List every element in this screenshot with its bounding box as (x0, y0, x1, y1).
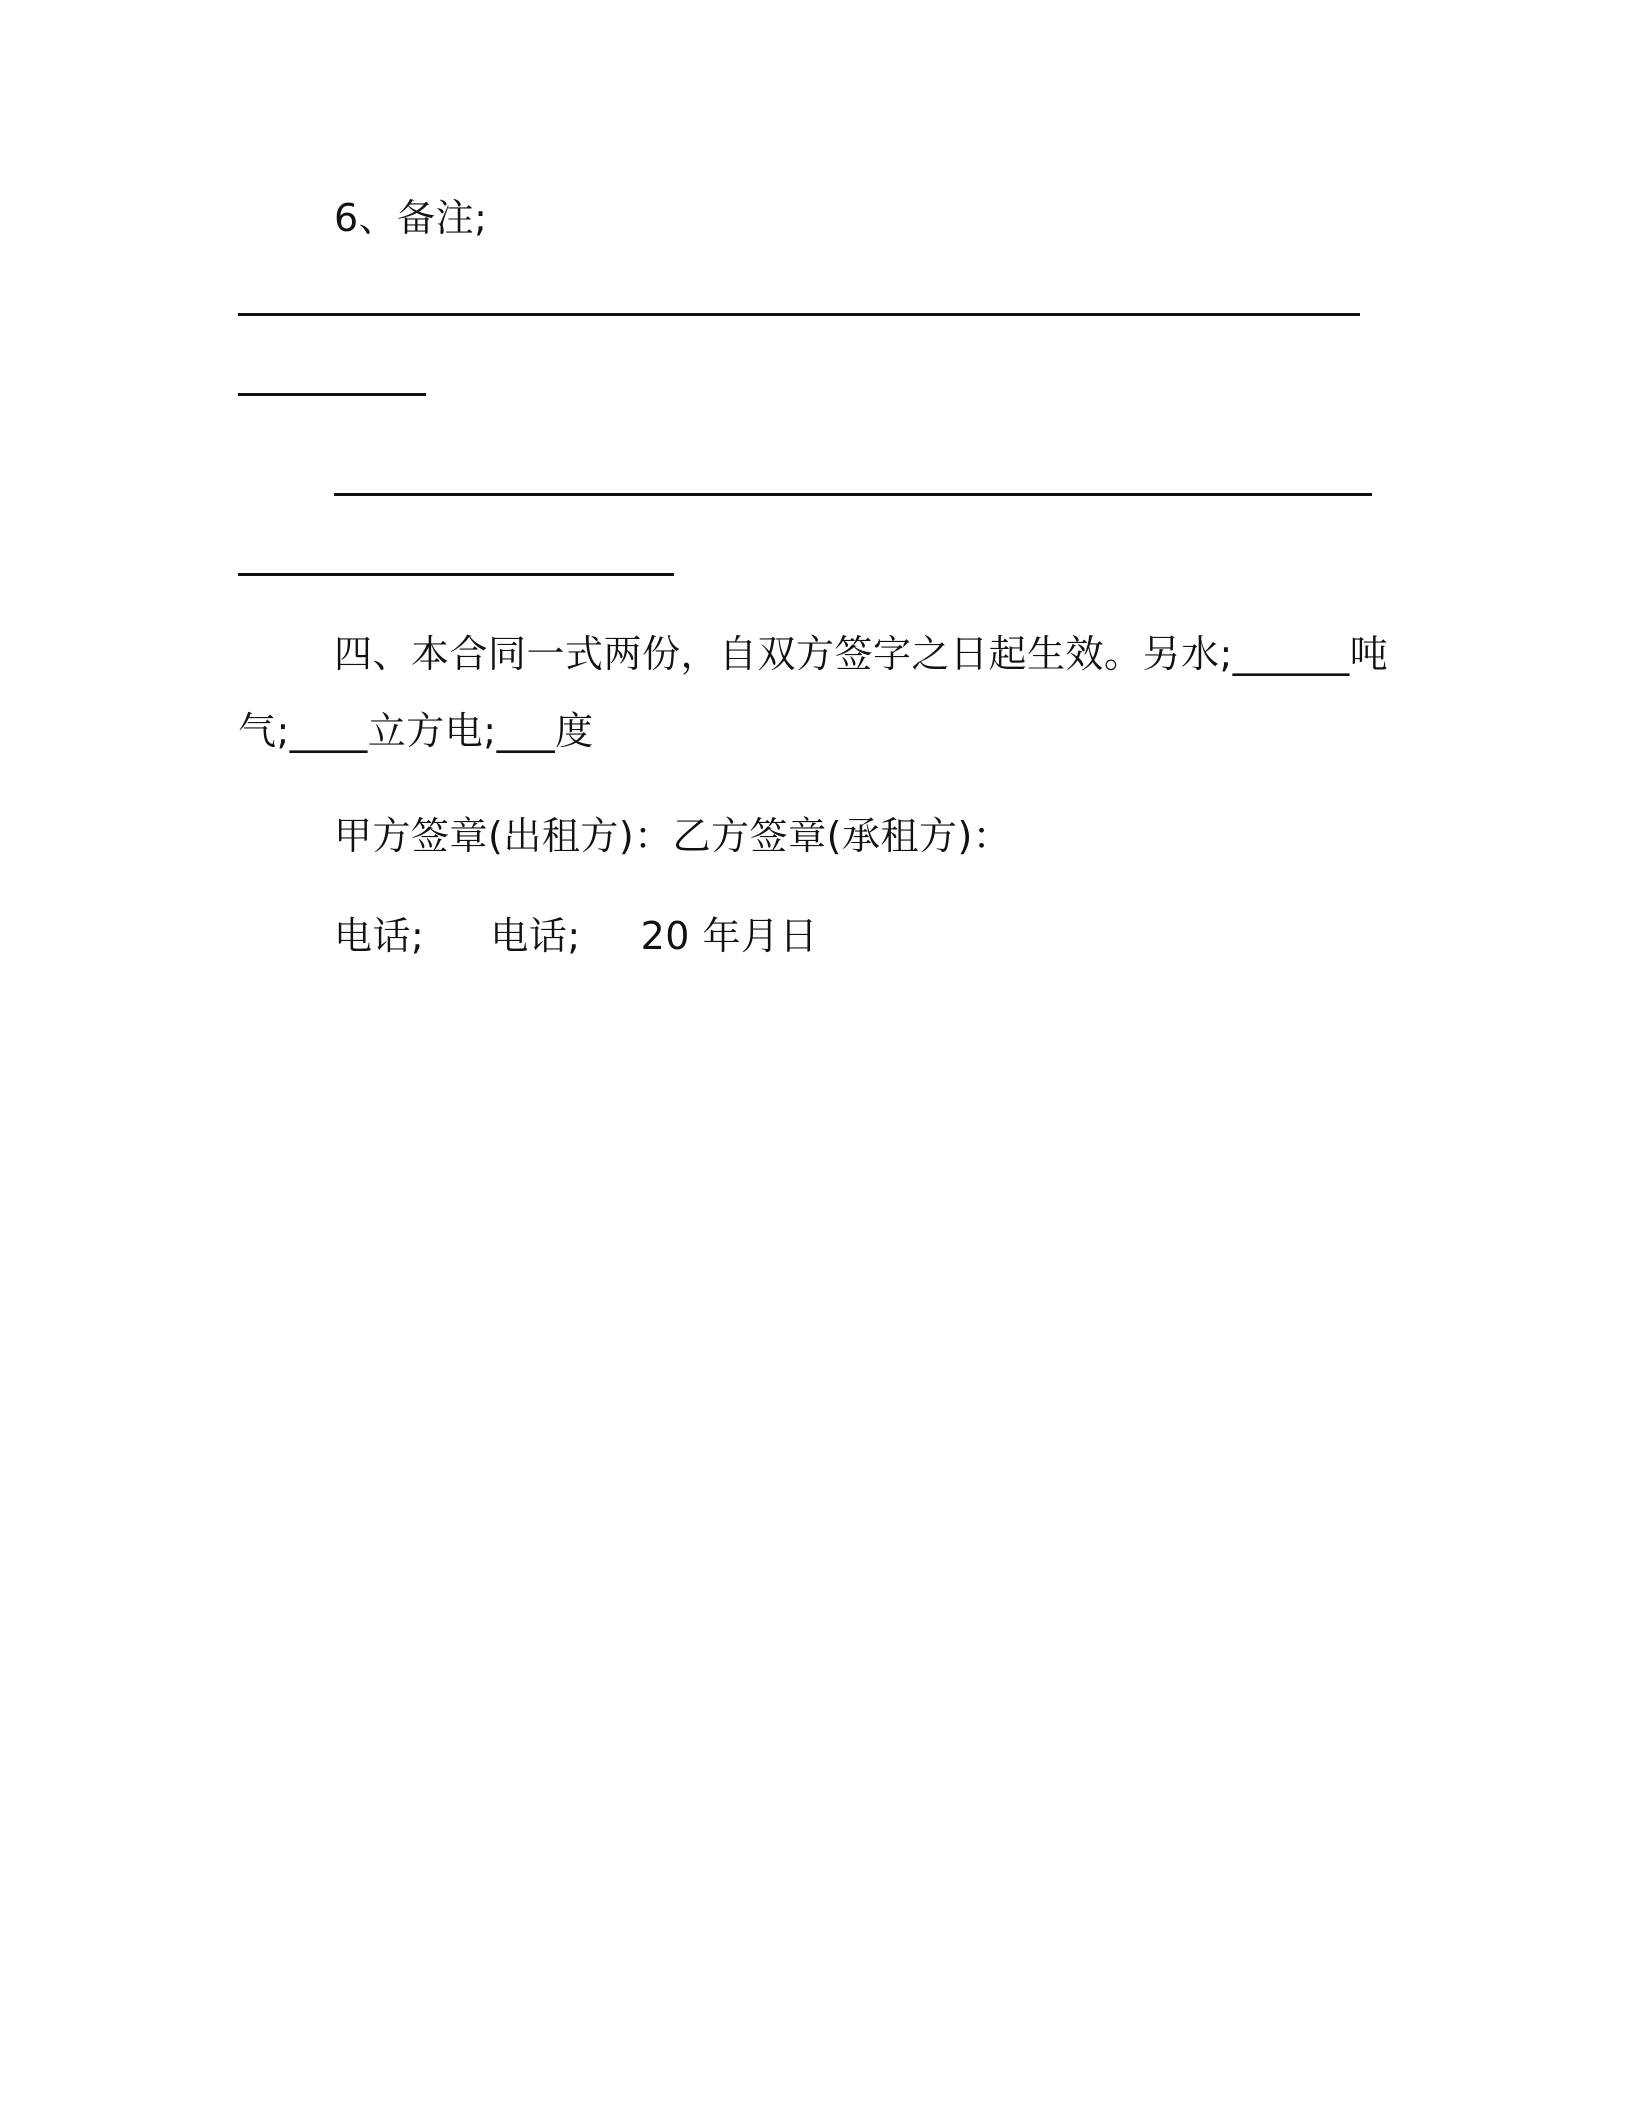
clause-4-text: 四、本合同一式两份，自双方签字之日起生效。另水;______吨 (334, 632, 1389, 676)
signature-line (334, 812, 1011, 860)
party-b-signature-label: 乙方签章(承租方)： (672, 814, 1012, 858)
party-b-phone-label: 电话; (490, 914, 581, 958)
remarks-heading: 6、备注; (334, 196, 488, 240)
date-label: 20 年月日 (640, 914, 819, 958)
remarks-blank-line-3 (334, 493, 1372, 496)
remarks-blank-line-2 (238, 393, 426, 396)
contact-line (334, 912, 818, 960)
party-a-signature-label: 甲方签章(出租方)： (334, 814, 673, 858)
remarks-blank-line-4 (238, 573, 674, 576)
party-a-phone-label: 电话; (334, 914, 425, 958)
clause-4-continuation: 气;____立方电;___度 (238, 709, 594, 753)
remarks-blank-line-1 (238, 313, 1360, 316)
